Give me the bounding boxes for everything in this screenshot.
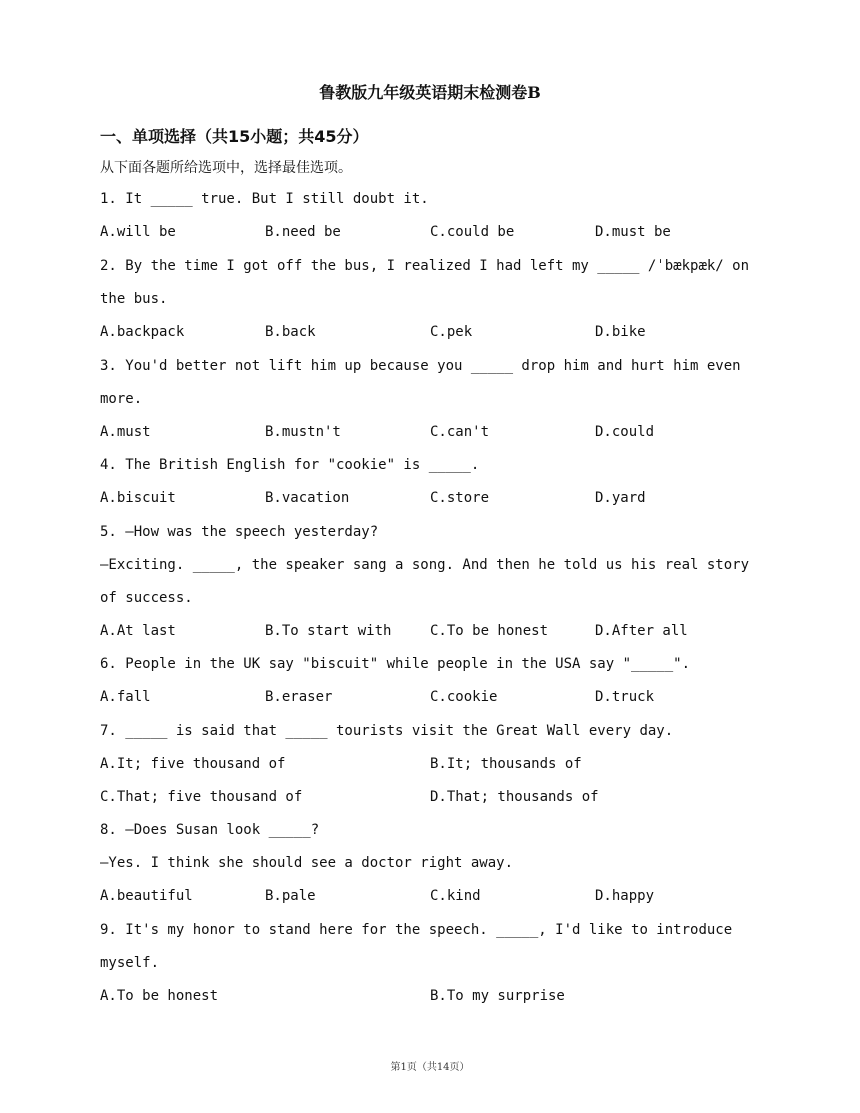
question-6-text: 6. People in the UK say "biscuit" while people in the USA say "_____".: [100, 656, 691, 672]
question-2-text-cont: the bus.: [100, 291, 168, 307]
question-5-text: 5. —How was the speech yesterday?: [100, 524, 379, 540]
q5-option-a: A.At last: [100, 623, 176, 639]
q3-option-c: C.can't: [430, 424, 490, 440]
q4-option-a: A.biscuit: [100, 490, 176, 506]
q2-option-d: D.bike: [595, 324, 646, 340]
question-1-text: 1. It _____ true. But I still doubt it.: [100, 191, 429, 207]
q1-option-d: D.must be: [595, 224, 671, 240]
q9-option-a: A.To be honest: [100, 988, 219, 1004]
q2-option-b: B.back: [265, 324, 316, 340]
q2-option-a: A.backpack: [100, 324, 185, 340]
question-7-text: 7. _____ is said that _____ tourists visit the Great Wall every day.: [100, 723, 674, 739]
question-9-text-cont: myself.: [100, 955, 160, 971]
page-title: 鲁教版九年级英语期末检测卷B: [319, 83, 541, 102]
question-3-text-cont: more.: [100, 391, 143, 407]
question-5-text-cont: —Exciting. _____, the speaker sang a song. And then he told us his real story: [100, 557, 750, 573]
q8-option-c: C.kind: [430, 888, 481, 904]
q4-option-b: B.vacation: [265, 490, 350, 506]
q6-option-d: D.truck: [595, 689, 655, 705]
question-8-text-cont: —Yes. I think she should see a doctor right away.: [100, 855, 514, 871]
q7-option-b: B.It; thousands of: [430, 756, 582, 772]
q7-option-d: D.That; thousands of: [430, 789, 599, 805]
q1-option-a: A.will be: [100, 224, 176, 240]
question-3-text: 3. You'd better not lift him up because you _____ drop him and hurt him even: [100, 358, 741, 374]
q2-option-c: C.pek: [430, 324, 473, 340]
q5-option-d: D.After all: [595, 623, 688, 639]
q5-option-c: C.To be honest: [430, 623, 549, 639]
question-5-text-cont2: of success.: [100, 590, 193, 606]
q6-option-c: C.cookie: [430, 689, 498, 705]
q4-option-c: C.store: [430, 490, 490, 506]
q7-option-c: C.That; five thousand of: [100, 789, 303, 805]
question-2-text: 2. By the time I got off the bus, I realized I had left my _____ /ˈbækpæk/ on: [100, 258, 750, 274]
q5-option-b: B.To start with: [265, 623, 392, 639]
q4-option-d: D.yard: [595, 490, 646, 506]
question-4-text: 4. The British English for "cookie" is _____.: [100, 457, 480, 473]
instruction-text: 从下面各题所给选项中，选择最佳选项。: [100, 160, 352, 176]
q3-option-a: A.must: [100, 424, 151, 440]
q3-option-d: D.could: [595, 424, 655, 440]
page-footer: 第1页（共14页）: [390, 1062, 470, 1073]
q6-option-b: B.eraser: [265, 689, 333, 705]
q1-option-c: C.could be: [430, 224, 515, 240]
q7-option-a: A.It; five thousand of: [100, 756, 286, 772]
q6-option-a: A.fall: [100, 689, 151, 705]
q8-option-b: B.pale: [265, 888, 316, 904]
q1-option-b: B.need be: [265, 224, 341, 240]
question-8-text: 8. —Does Susan look _____?: [100, 822, 320, 838]
q8-option-a: A.beautiful: [100, 888, 193, 904]
section-heading: 一、单项选择（共15小题；共45分）: [100, 127, 369, 146]
q3-option-b: B.mustn't: [265, 424, 341, 440]
q8-option-d: D.happy: [595, 888, 655, 904]
q9-option-b: B.To my surprise: [430, 988, 565, 1004]
question-9-text: 9. It's my honor to stand here for the speech. _____, I'd like to introduce: [100, 922, 733, 938]
